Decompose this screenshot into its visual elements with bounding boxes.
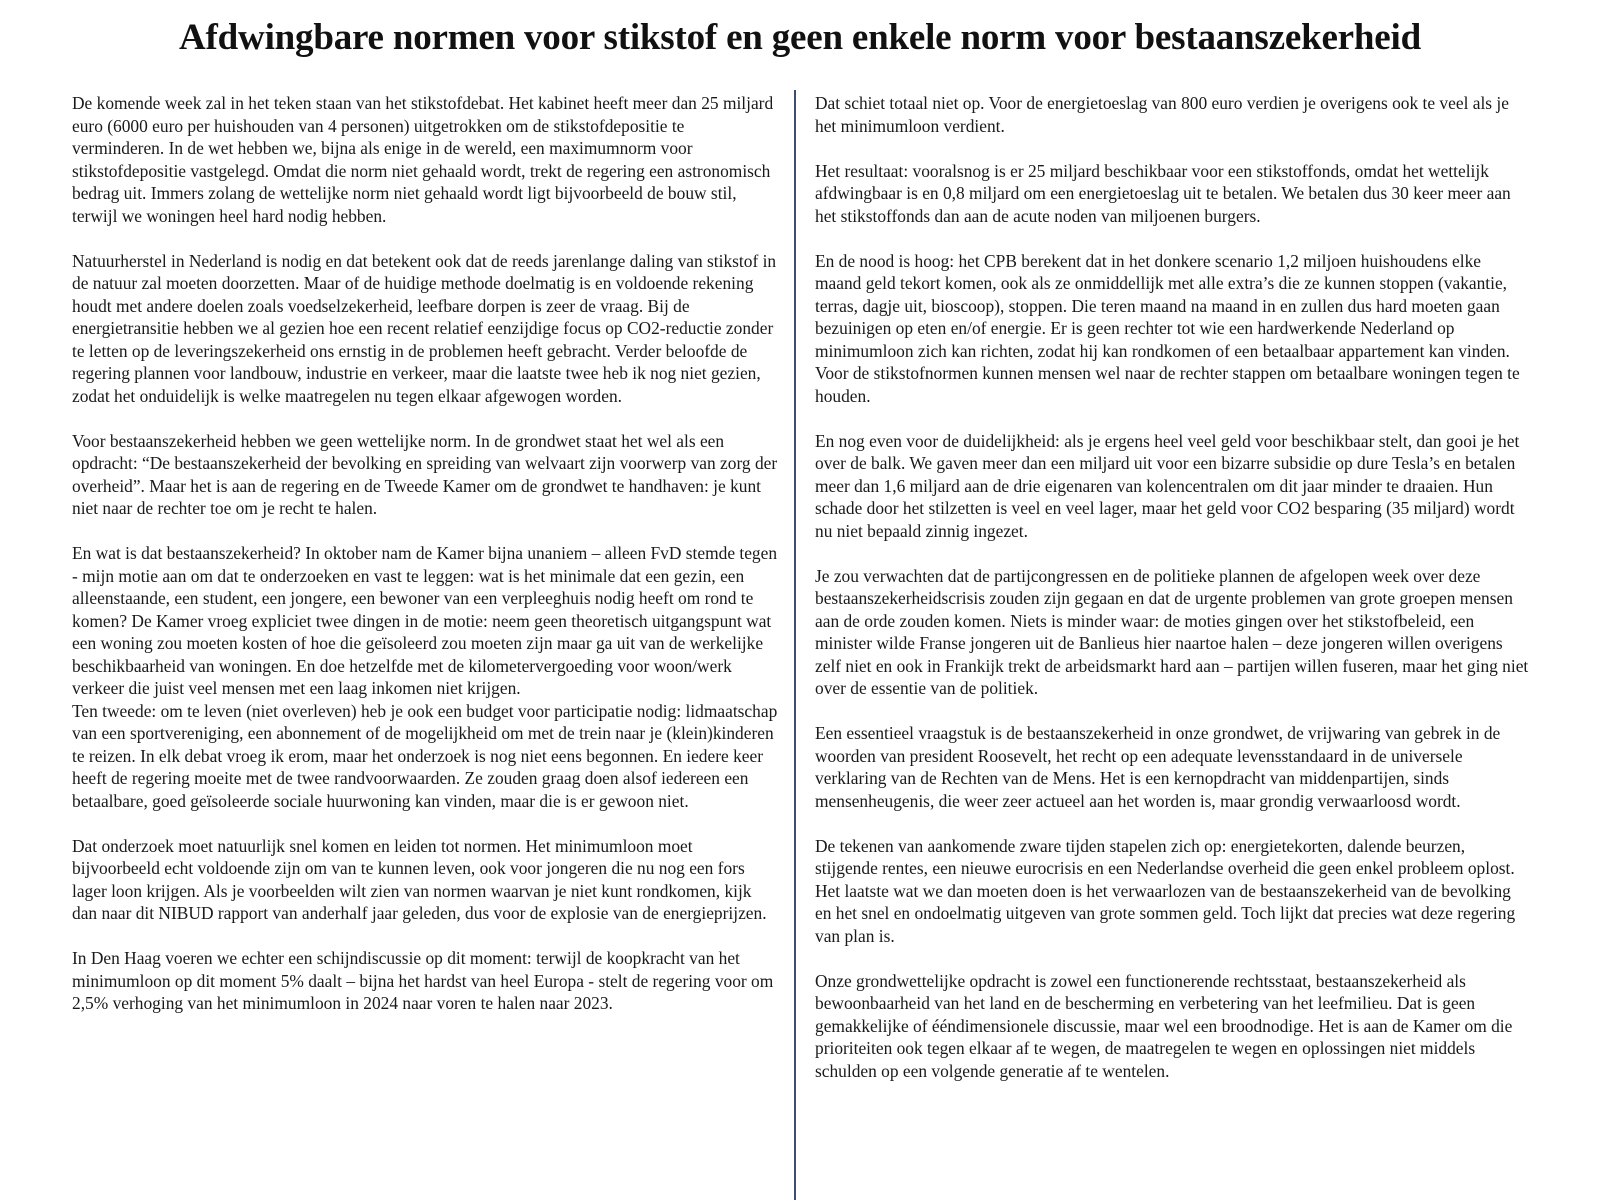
page-title: Afdwingbare normen voor stikstof en geen enkele norm voor bestaanszekerheid bbox=[179, 17, 1421, 58]
paragraph: Dat schiet totaal niet op. Voor de energietoeslag van 800 euro verdien je overigens ook te veel als je het minimumloon verdient. bbox=[815, 93, 1509, 136]
paragraph-gap bbox=[72, 520, 780, 543]
paragraph-gap bbox=[815, 812, 1530, 835]
paragraph-gap bbox=[72, 227, 780, 250]
paragraph-gap bbox=[815, 407, 1530, 430]
paragraph: Onze grondwettelijke opdracht is zowel een functionerende rechtsstaat, bestaanszekerheid als bewoonbaarheid van het land en de bescherming en verbetering van het leefmilieu. Dat is geen gemakkelijke of ééndimensionele discussie, maar wel een broodnodige. Het is aan de Kamer om die prioriteiten ook tegen elkaar af te wegen, de maatregelen te wegen en oplossingen niet middels schulden op een volgende generatie af te wentelen. bbox=[815, 970, 1513, 1081]
column-divider bbox=[794, 90, 796, 1200]
paragraph: En wat is dat bestaanszekerheid? In oktober nam de Kamer bijna unaniem – alleen FvD stemde tegen - mijn motie aan om dat te onderzoeken en vast te leggen: wat is het minimale dat een gezin, een alleenstaande, een student, een jongere, een bewoner van een verpleeghuis nodig heeft om rond te komen? De Kamer vroeg expliciet twee dingen in de motie: neem geen theoretisch uitgangspunt wat een woning zou moeten kosten of hoe die geïsoleerd zou moeten zijn maar ga uit van de werkelijke beschikbaarheid van woningen. En doe hetzelfde met de kilometervergoeding voor woon/werk verkeer die juist veel mensen met een laag inkomen niet krijgen. bbox=[72, 543, 778, 698]
paragraph-gap bbox=[815, 137, 1530, 160]
paragraph: De tekenen van aankomende zware tijden stapelen zich op: energietekorten, dalende beurzen, stijgende rentes, een nieuwe eurocrisis en een Nederlandse overheid die geen enkel probleem oplost. Het laatste wat we dan moeten doen is het verwaarlozen van de bestaanszekerheid van de bevolking en het snel en ondoelmatig uitgeven van grote sommen geld. Toch lijkt dat precies wat deze regering van plan is. bbox=[815, 835, 1516, 946]
paragraph: Natuurherstel in Nederland is nodig en dat betekent ook dat de reeds jarenlange daling van stikstof in de natuur zal moeten doorzetten. Maar of de huidige methode doelmatig is en voldoende rekening houdt met andere doelen zoals voedselzekerheid, leefbare dorpen is zeer de vraag. Bij de energietransitie hebben we al gezien hoe een recent relatief eenzijdige focus op CO2-reductie zonder te letten op de leveringszekerheid ons ernstig in de problemen heeft gebracht. Verder beloofde de regering plannen voor landbouw, industrie en verkeer, maar die laatste twee heb ik nog niet gezien, zodat het onduidelijk is welke maatregelen nu tegen elkaar afgewogen worden. bbox=[72, 250, 777, 406]
paragraph: En de nood is hoog: het CPB berekent dat in het donkere scenario 1,2 miljoen huishoudens elke maand geld tekort komen, ook als ze onmiddellijk met alle extra’s die ze kunnen stoppen (vakantie, terras, dagje uit, bioscoop), stoppen. Die teren maand na maand in en zullen dus hard moeten gaan bezuinigen op eten en/of energie. Er is geen rechter tot wie een hardwerkende Nederland op minimumloon zich kan richten, zodat hij kan rondkomen of een betaalbaar appartement kan vinden. Voor de stikstofnormen kunnen mensen wel naar de rechter stappen om betaalbare woningen tegen te houden. bbox=[815, 250, 1520, 406]
paragraph: Je zou verwachten dat de partijcongressen en de politieke plannen de afgelopen week over deze bestaanszekerheidscrisis zouden zijn gegaan en dat de urgente problemen van grote groepen mensen aan de orde zouden komen. Niets is minder waar: de moties gingen over het stikstofbeleid, een minister wilde Franse jongeren uit de Banlieus hier naartoe halen – deze jongeren willen overigens zelf niet en ook in Frankijk trekt de arbeidsmarkt hard aan – partijen willen fuseren, maar het ging niet over de essentie van de politiek. bbox=[815, 565, 1529, 698]
paragraph: Ten tweede: om te leven (niet overleven) heb je ook een budget voor participatie nodig: lidmaatschap van een sportvereniging, een abonnement of de mogelijkheid om met de trein naar je (klein)kinderen te reizen. In elk debat vroeg ik erom, maar het onderzoek is nog niet eens begonnen. En iedere keer heeft de regering moeite met de twee randvoorwaarden. Ze zouden graag doen alsof iedereen een betaalbare, goed geïsoleerde sociale huurwoning kan vinden, maar die is er gewoon niet. bbox=[72, 700, 778, 811]
paragraph-gap bbox=[815, 947, 1530, 970]
paragraph: Dat onderzoek moet natuurlijk snel komen en leiden tot normen. Het minimumloon moet bijvoorbeeld echt voldoende zijn om van te kunnen leven, ook voor jongeren die nu nog een fors lager loon krijgen. Als je voorbeelden wilt zien van normen waarvan je niet kunt rondkomen, kijk dan naar dit NIBUD rapport van anderhalf jaar geleden, dus voor de explosie van de energieprijzen. bbox=[72, 835, 767, 923]
right-column bbox=[815, 92, 1530, 1082]
paragraph-gap bbox=[72, 407, 780, 430]
paragraph: Het resultaat: vooralsnog is er 25 miljard beschikbaar voor een stikstoffonds, omdat het wettelijk afdwingbaar is en 0,8 miljard om een energietoeslag uit te betalen. We betalen dus 30 keer meer aan het stikstoffonds dan aan de acute noden van miljoenen burgers. bbox=[815, 160, 1511, 226]
paragraph: In Den Haag voeren we echter een schijndiscussie op dit moment: terwijl de koopkracht van het minimumloon op dit moment 5% daalt – bijna het hardst van heel Europa - stelt de regering voor om 2,5% verhoging van het minimumloon in 2024 naar voren te halen naar 2023. bbox=[72, 948, 774, 1013]
paragraph-gap bbox=[815, 700, 1530, 723]
paragraph-gap bbox=[72, 925, 780, 948]
paragraph: Voor bestaanszekerheid hebben we geen wettelijke norm. In de grondwet staat het wel als een opdracht: “De bestaanszekerheid der bevolking en spreiding van welvaart zijn voorwerp van zorg der overheid”. Maar het is aan de regering en de Tweede Kamer om de grondwet te handhaven: je kunt niet naar de rechter toe om je recht te halen. bbox=[72, 430, 778, 518]
paragraph-gap bbox=[815, 542, 1530, 565]
paragraph: En nog even voor de duidelijkheid: als je ergens heel veel geld voor beschikbaar stelt, dan gooi je het over de balk. We gaven meer dan een miljard uit voor een bizarre subsidie op dure Tesla’s en betalen meer dan 1,6 miljard aan de drie eigenaren van kolencentralen om dit jaar minder te draaien. Hun schade door het stilzetten is veel en veel lager, maar het geld voor CO2 besparing (35 miljard) wordt nu niet bepaald zinnig ingezet. bbox=[815, 430, 1520, 541]
paragraph-gap bbox=[815, 227, 1530, 250]
left-column bbox=[72, 92, 780, 1015]
paragraph-gap bbox=[72, 812, 780, 835]
paragraph: De komende week zal in het teken staan van het stikstofdebat. Het kabinet heeft meer dan 25 miljard euro (6000 euro per huishouden van 4 personen) uitgetrokken om de stikstofdepositie te verminderen. In de wet hebben we, bijna als enige in de wereld, een maximumnorm voor stikstofdepositie vastgelegd. Omdat die norm niet gehaald wordt, trekt de regering een astronomisch bedrag uit. Immers zolang de wettelijke norm niet gehaald wordt ligt bijvoorbeeld de bouw stil, terwijl we woningen heel hard nodig hebben. bbox=[72, 93, 774, 226]
paragraph: Een essentieel vraagstuk is de bestaanszekerheid in onze grondwet, de vrijwaring van gebrek in de woorden van president Roosevelt, het recht op een adequate levensstandaard in de universele verklaring van de Rechten van de Mens. Het is een kernopdracht van middenpartijen, sinds mensenheugenis, die weer zeer actueel aan het worden is, maar grondig verwaarloosd wordt. bbox=[815, 723, 1501, 811]
